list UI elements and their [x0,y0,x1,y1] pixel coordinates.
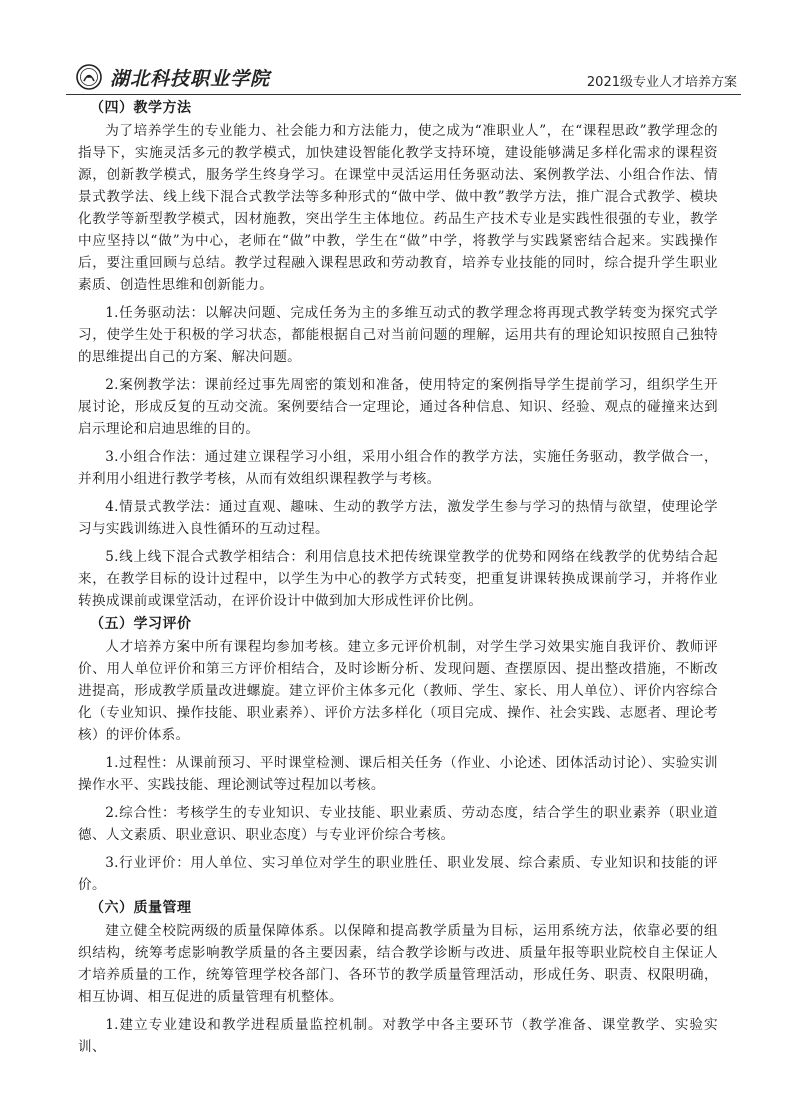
document-title: 2021级专业人才培养方案 [586,75,737,90]
header-divider [66,94,741,95]
paragraph: 1.建立专业建设和教学进程质量监控机制。对教学中各主要环节（教学准备、课堂教学、实验实训、 [78,1017,718,1055]
paragraph: 4.情景式教学法：通过直观、趣味、生动的教学方法，激发学生参与学习的热情与欲望，使理论学习与实践训练进入良性循环的互动过程。 [78,499,718,537]
paragraph: 为了培养学生的专业能力、社会能力和方法能力，使之成为“准职业人”，在“课程思政”教学理念的指导下，实施灵活多元的教学模式，加快建设智能化教学支持环境，建设能够满足多样化需求的课程资源，创新教学模式，服务学生终身学习。在课堂中灵活运用任务驱动法、案例教学法、小组合作法、情景式教学法、线上线下混合式教学法等多种形式的“做中学、做中教”教学方法，推广混合式教学、模块化教学等新型教学模式，因材施教，突出学生主体地位。药品生产技术专业是实践性很强的专业，教学中应坚持以“做”为中心，老师在“做”中教，学生在“做”中学，将教学与实践紧密结合起来。实践操作后，要注重回顾与总结。教学过程融入课程思政和劳动教育，培养专业技能的同时，综合提升学生职业素质、创造性思维和创新能力。 [78,123,718,293]
paragraph: 1.任务驱动法：以解决问题、完成任务为主的多维互动式的教学理念将再现式教学转变为探究式学习，使学生处于积极的学习状态，都能根据自己对当前问题的理解，运用共有的理论知识按照自己独特的思维提出自己的方案、解决问题。 [78,305,718,365]
page-header [66,62,741,96]
paragraph: 1.过程性：从课前预习、平时课堂检测、课后相关任务（作业、小论述、团体活动讨论）、实验实训操作水平、实践技能、理论测试等过程加以考核。 [78,755,718,793]
paragraph: 2.案例教学法：课前经过事先周密的策划和准备，使用特定的案例指导学生提前学习，组织学生开展讨论，形成反复的互动交流。案例要结合一定理论，通过各种信息、知识、经验、观点的碰撞来达到启示理论和启迪思维的目的。 [78,377,718,437]
paragraph: 5.线上线下混合式教学相结合：利用信息技术把传统课堂教学的优势和网络在线教学的优势结合起来，在教学目标的设计过程中，以学生为中心的教学方式转变，把重复讲课转换成课前学习，并将作业转换成课前或课堂活动，在评价设计中做到加大形成性评价比例。 [78,549,718,609]
section-title-learning-evaluation: （五）学习评价 [90,616,192,632]
paragraph: 3.小组合作法：通过建立课程学习小组，采用小组合作的教学方法，实施任务驱动，教学做合一，并利用小组进行教学考核，从而有效组织课程教学与考核。 [78,449,718,487]
section-title-teaching-methods: （四）教学方法 [90,100,192,116]
school-seal-icon [76,64,102,90]
school-name: 湖北科技职业学院 [110,67,271,90]
section-title-quality-management: （六）质量管理 [90,900,192,916]
school-logo [76,62,270,92]
page-body [78,96,718,1058]
paragraph: 2.综合性：考核学生的专业知识、专业技能、职业素质、劳动态度，结合学生的职业素养（职业道德、人文素质、职业意识、职业态度）与专业评价综合考核。 [78,805,718,843]
paragraph: 人才培养方案中所有课程均参加考核。建立多元评价机制，对学生学习效果实施自我评价、教师评价、用人单位评价和第三方评价相结合，及时诊断分析、发现问题、查摆原因、提出整改措施，不断改进提高，形成教学质量改进螺旋。建立评价主体多元化（教师、学生、家长、用人单位）、评价内容综合化（专业知识、操作技能、职业素养）、评价方法多样化（项目完成、操作、社会实践、志愿者、理论考核）的评价体系。 [78,639,718,743]
paragraph: 建立健全校院两级的质量保障体系。以保障和提高教学质量为目标，运用系统方法，依靠必要的组织结构，统筹考虑影响教学质量的各主要因素，结合教学诊断与改进、质量年报等职业院校自主保证人才培养质量的工作，统筹管理学校各部门、各环节的教学质量管理活动，形成任务、职责、权限明确，相互协调、相互促进的质量管理有机整体。 [78,923,718,1005]
paragraph: 3.行业评价：用人单位、实习单位对学生的职业胜任、职业发展、综合素质、专业知识和技能的评价。 [78,855,718,893]
